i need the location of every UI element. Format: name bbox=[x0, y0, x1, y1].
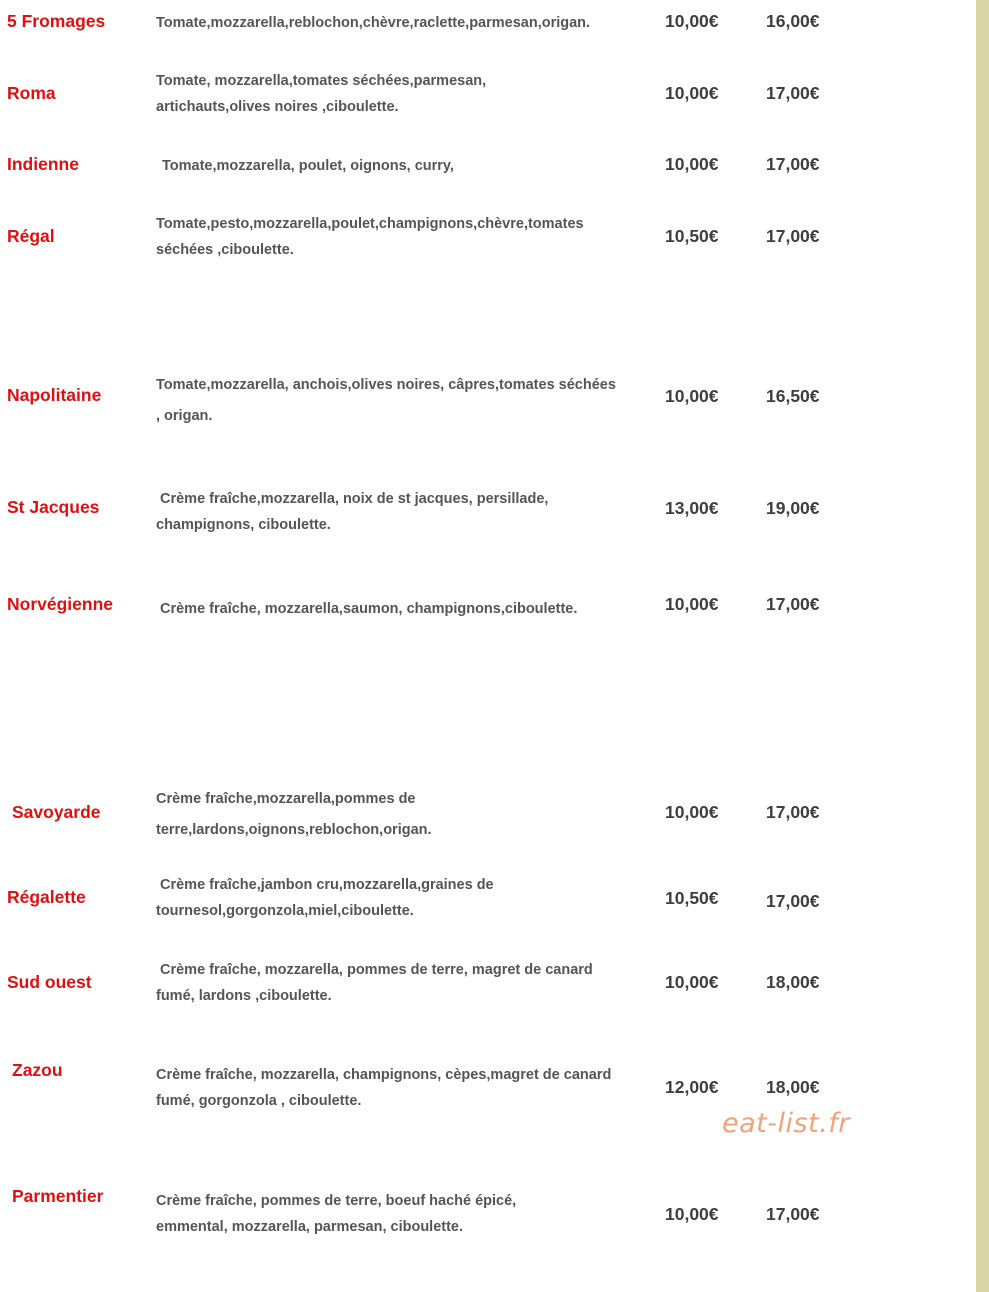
price-large: 17,00€ bbox=[766, 594, 820, 614]
pizza-ingredients: Tomate,mozzarella, anchois,olives noires, câpres,tomates séchées , origan. bbox=[156, 377, 616, 424]
price-large: 17,00€ bbox=[766, 83, 820, 103]
price-large: 19,00€ bbox=[766, 498, 820, 518]
price-small: 10,50€ bbox=[665, 226, 719, 246]
price-small: 10,00€ bbox=[665, 972, 719, 992]
price-large: 17,00€ bbox=[766, 802, 820, 822]
price-small: 10,00€ bbox=[665, 594, 719, 614]
pizza-name: Roma bbox=[7, 83, 56, 103]
pizza-name: Savoyarde bbox=[12, 802, 101, 822]
price-large: 16,00€ bbox=[766, 11, 820, 31]
price-small: 10,00€ bbox=[665, 386, 719, 406]
pizza-name: St Jacques bbox=[7, 497, 100, 517]
watermark: eat-list.fr bbox=[722, 1108, 850, 1139]
pizza-ingredients: Tomate,pesto,mozzarella,poulet,champignons,chèvre,tomates séchées ,ciboulette. bbox=[156, 216, 584, 258]
price-large: 16,50€ bbox=[766, 386, 820, 406]
price-small: 10,00€ bbox=[665, 11, 719, 31]
pizza-name: Régal bbox=[7, 226, 55, 246]
pizza-name: Régalette bbox=[7, 887, 86, 907]
pizza-name: Sud ouest bbox=[7, 972, 92, 992]
pizza-ingredients: Tomate,mozzarella, poulet, oignons, curry, bbox=[162, 158, 454, 174]
price-small: 10,50€ bbox=[665, 888, 719, 908]
pizza-ingredients: Tomate, mozzarella,tomates séchées,parmesan, artichauts,olives noires ,ciboulette. bbox=[156, 73, 487, 115]
price-small: 12,00€ bbox=[665, 1077, 719, 1097]
pizza-ingredients: Crème fraîche,jambon cru,mozzarella,graines de tournesol,gorgonzola,miel,ciboulette. bbox=[156, 877, 494, 919]
pizza-ingredients: Crème fraîche, pommes de terre, boeuf haché épicé, emmental, mozzarella, parmesan, ciboulette. bbox=[156, 1193, 517, 1235]
pizza-name: Napolitaine bbox=[7, 385, 102, 405]
price-small: 13,00€ bbox=[665, 498, 719, 518]
pizza-ingredients: Tomate,mozzarella,reblochon,chèvre,raclette,parmesan,origan. bbox=[156, 15, 591, 31]
price-large: 17,00€ bbox=[766, 154, 820, 174]
pizza-ingredients: Crème fraîche,mozzarella,pommes de terre,lardons,oignons,reblochon,origan. bbox=[156, 791, 432, 838]
price-small: 10,00€ bbox=[665, 802, 719, 822]
pizza-ingredients: Crème fraîche, mozzarella, champignons, cèpes,magret de canard fumé, gorgonzola , ciboulette. bbox=[156, 1067, 612, 1109]
side-border-strip bbox=[976, 0, 989, 1292]
pizza-ingredients: Crème fraîche,mozzarella, noix de st jacques, persillade, champignons, ciboulette. bbox=[156, 491, 549, 533]
pizza-name: 5 Fromages bbox=[7, 11, 106, 31]
price-large: 17,00€ bbox=[766, 226, 820, 246]
price-small: 10,00€ bbox=[665, 83, 719, 103]
price-large: 17,00€ bbox=[766, 891, 820, 911]
price-small: 10,00€ bbox=[665, 154, 719, 174]
pizza-name: Norvégienne bbox=[7, 594, 113, 614]
pizza-ingredients: Crème fraîche, mozzarella, pommes de terre, magret de canard fumé, lardons ,ciboulette. bbox=[156, 962, 593, 1004]
pizza-name: Indienne bbox=[7, 154, 79, 174]
price-small: 10,00€ bbox=[665, 1204, 719, 1224]
pizza-name: Parmentier bbox=[12, 1186, 104, 1206]
price-large: 18,00€ bbox=[766, 1077, 820, 1097]
price-large: 18,00€ bbox=[766, 972, 820, 992]
pizza-ingredients: Crème fraîche, mozzarella,saumon, champignons,ciboulette. bbox=[160, 601, 578, 617]
price-large: 17,00€ bbox=[766, 1204, 820, 1224]
pizza-name: Zazou bbox=[12, 1060, 63, 1080]
